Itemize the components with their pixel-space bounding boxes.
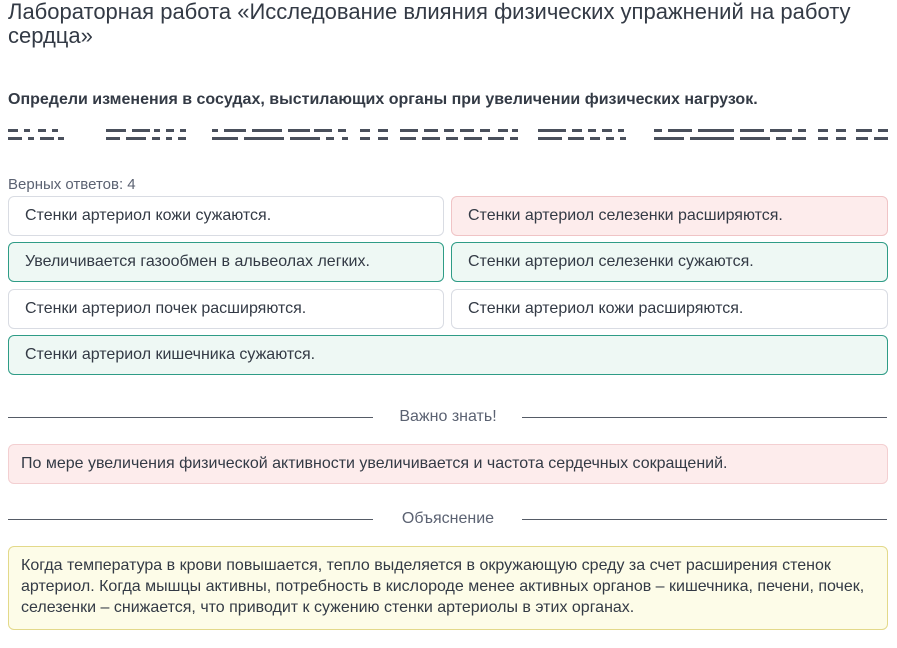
correct-answers-counter: Верных ответов: 4: [8, 176, 136, 193]
divider-line: [522, 417, 887, 418]
explanation-heading: Объяснение: [401, 510, 495, 527]
explanation-divider: [8, 509, 887, 529]
important-note: По мере увеличения физической активности увеличивается и частота сердечных сокращений.: [8, 444, 888, 484]
answer-option-correct[interactable]: Увеличивается газообмен в альвеолах легких.: [8, 242, 444, 282]
answer-option-correct[interactable]: Стенки артериол кишечника сужаются.: [8, 335, 888, 375]
important-heading: Важно знать!: [399, 408, 497, 425]
divider-line: [522, 519, 887, 520]
hidden-answer-placeholder: [8, 128, 888, 142]
divider-line: [8, 417, 373, 418]
page-title: Лабораторная работа «Исследование влияния физических упражнений на работу сердца»: [8, 0, 851, 48]
answer-option[interactable]: Стенки артериол кожи расширяются.: [451, 289, 888, 329]
answer-option[interactable]: Стенки артериол почек расширяются.: [8, 289, 444, 329]
answer-option-wrong[interactable]: Стенки артериол селезенки расширяются.: [451, 196, 888, 236]
important-divider: [8, 407, 887, 427]
question-text: Определи изменения в сосудах, выстилающих органы при увеличении физических нагрузок.: [8, 91, 758, 108]
divider-line: [8, 519, 373, 520]
explanation-box: Когда температура в крови повышается, тепло выделяется в окружающую среду за счет расширения стенок артериол. Когда мышцы активны, потребность в кислороде менее активных органов – кишечника, печени, почек, селезенки – снижается, что приводит к сужению стенки артериолы в этих органах.: [8, 546, 888, 630]
answer-option-correct[interactable]: Стенки артериол селезенки сужаются.: [451, 242, 888, 282]
answer-option[interactable]: Стенки артериол кожи сужаются.: [8, 196, 444, 236]
